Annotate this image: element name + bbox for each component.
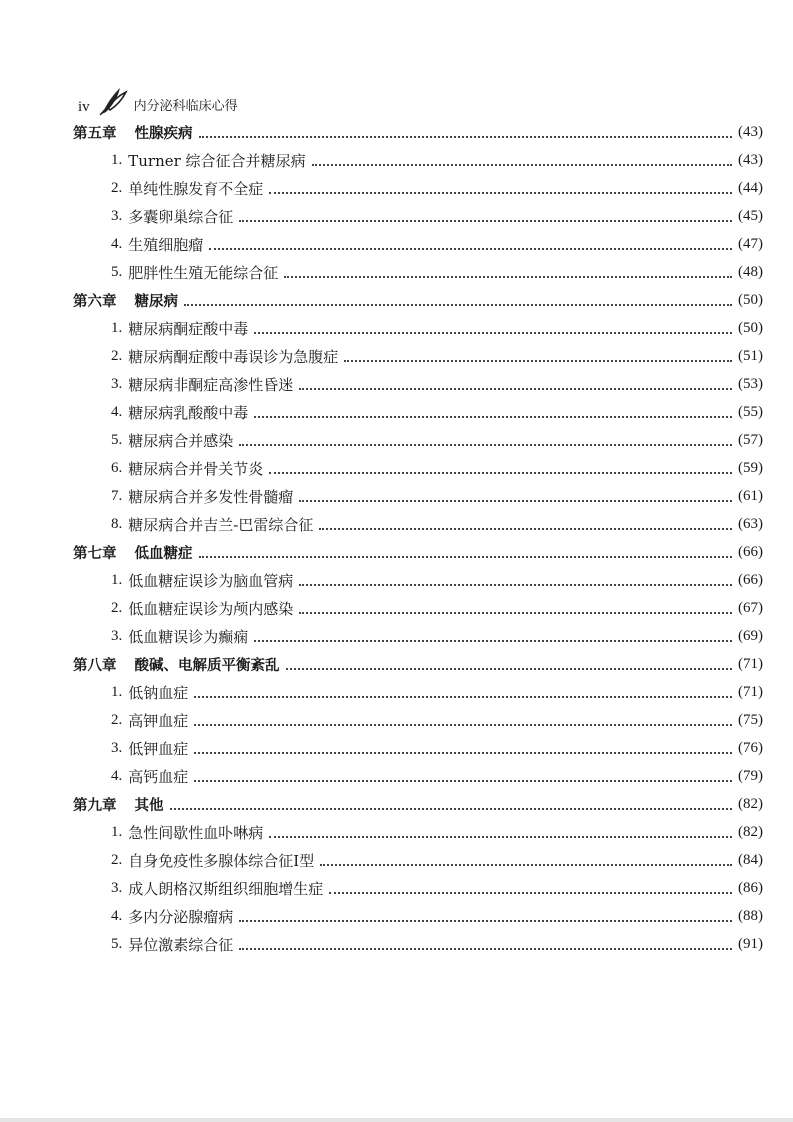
page-ref: (67) [738, 599, 763, 616]
toc-item-row [73, 622, 763, 650]
toc-chapter-row [73, 790, 763, 818]
chapter-title: 糖尿病 [134, 293, 178, 310]
page-ref: (91) [738, 935, 763, 952]
toc-item-row [73, 678, 763, 706]
page-ref: (82) [738, 795, 763, 812]
dot-leader [320, 863, 732, 866]
item-number: 2. [111, 347, 123, 364]
toc-item-row [73, 426, 763, 454]
item-number: 4. [111, 767, 123, 784]
toc-chapter-row [73, 538, 763, 566]
dot-leader [269, 191, 732, 194]
item-title: 肥胖性生殖无能综合征 [128, 263, 279, 282]
item-title: 低血糖误诊为癫痫 [128, 627, 249, 646]
toc-item-row [73, 482, 763, 510]
item-title: 异位激素综合征 [128, 935, 234, 954]
chapter-title: 其他 [134, 797, 164, 814]
item-number: 5. [111, 935, 123, 952]
item-number: 3. [111, 375, 123, 392]
item-title: 多内分泌腺瘤病 [128, 907, 234, 926]
page-ref: (86) [738, 879, 763, 896]
item-title: 生殖细胞瘤 [128, 235, 204, 254]
page-number: iv [78, 99, 90, 115]
dot-leader [170, 807, 733, 810]
toc-item-row [73, 174, 763, 202]
page-ref: (61) [738, 487, 763, 504]
toc-item-row [73, 398, 763, 426]
dot-leader [312, 163, 732, 166]
dot-leader [299, 387, 732, 390]
page-header [78, 86, 238, 116]
dot-leader [344, 359, 732, 362]
dot-leader [209, 247, 732, 250]
toc-item-row [73, 230, 763, 258]
toc-item-row [73, 566, 763, 594]
dot-leader [284, 275, 732, 278]
page-ref: (84) [738, 851, 763, 868]
page-ref: (88) [738, 907, 763, 924]
dot-leader [239, 219, 732, 222]
item-title: 糖尿病合并感染 [128, 431, 234, 450]
dot-leader [194, 723, 732, 726]
page-ref: (69) [738, 627, 763, 644]
toc-item-row [73, 370, 763, 398]
item-number: 2. [111, 599, 123, 616]
page-ref: (43) [738, 123, 763, 140]
page-ref: (47) [738, 235, 763, 252]
item-number: 1. [111, 823, 123, 840]
item-number: 8. [111, 515, 123, 532]
toc-item-row [73, 902, 763, 930]
dot-leader [239, 947, 732, 950]
item-title: 低血糖症误诊为颅内感染 [128, 599, 294, 618]
chapter-number: 第五章 [73, 125, 117, 142]
page-ref: (75) [738, 711, 763, 728]
page-ref: (48) [738, 263, 763, 280]
dot-leader [199, 135, 733, 138]
dot-leader [239, 919, 732, 922]
chapter-title: 性腺疾病 [134, 125, 193, 142]
chapter-number: 第八章 [73, 657, 117, 674]
dot-leader [194, 779, 732, 782]
page-ref: (76) [738, 739, 763, 756]
item-number: 4. [111, 907, 123, 924]
item-title: 糖尿病合并骨关节炎 [128, 459, 264, 478]
page-ref: (79) [738, 767, 763, 784]
item-number: 5. [111, 431, 123, 448]
item-title: 单纯性腺发育不全症 [128, 179, 264, 198]
page-ref: (44) [738, 179, 763, 196]
item-title: 自身免疫性多腺体综合征Ⅰ型 [128, 851, 315, 870]
toc-item-row [73, 846, 763, 874]
chapter-title: 低血糖症 [134, 545, 193, 562]
dot-leader [329, 891, 732, 894]
item-title: 低钠血症 [128, 683, 189, 702]
item-number: 3. [111, 739, 123, 756]
page-ref: (50) [738, 319, 763, 336]
dot-leader [286, 667, 733, 670]
toc-item-row [73, 930, 763, 958]
page-ref: (59) [738, 459, 763, 476]
quill-logo-icon [96, 84, 130, 116]
item-number: 7. [111, 487, 123, 504]
item-title: 糖尿病合并多发性骨髓瘤 [128, 487, 294, 506]
dot-leader [254, 639, 732, 642]
item-number: 4. [111, 235, 123, 252]
toc-item-row [73, 314, 763, 342]
page-ref: (82) [738, 823, 763, 840]
item-title: 高钙血症 [128, 767, 189, 786]
chapter-number: 第七章 [73, 545, 117, 562]
dot-leader [299, 583, 732, 586]
dot-leader [239, 443, 732, 446]
item-title: 高钾血症 [128, 711, 189, 730]
page-ref: (55) [738, 403, 763, 420]
page-ref: (50) [738, 291, 763, 308]
page-ref: (43) [738, 151, 763, 168]
toc-chapter-row [73, 286, 763, 314]
item-number: 3. [111, 627, 123, 644]
toc-item-row [73, 342, 763, 370]
toc-item-row [73, 146, 763, 174]
toc-chapter-row [73, 650, 763, 678]
chapter-number: 第六章 [73, 293, 117, 310]
dot-leader [194, 751, 732, 754]
item-number: 4. [111, 403, 123, 420]
toc-item-row [73, 258, 763, 286]
page-ref: (57) [738, 431, 763, 448]
item-number: 1. [111, 683, 123, 700]
page-ref: (53) [738, 375, 763, 392]
toc-item-row [73, 734, 763, 762]
page-ref: (71) [738, 683, 763, 700]
chapter-title: 酸碱、电解质平衡紊乱 [134, 657, 280, 674]
item-title: 糖尿病酮症酸中毒误诊为急腹症 [128, 347, 339, 366]
dot-leader [269, 471, 732, 474]
dot-leader [254, 415, 732, 418]
item-number: 3. [111, 207, 123, 224]
item-number: 2. [111, 851, 123, 868]
toc-item-row [73, 594, 763, 622]
item-title: Turner 综合征合并糖尿病 [128, 151, 306, 170]
dot-leader [194, 695, 732, 698]
item-number: 2. [111, 711, 123, 728]
table-of-contents [73, 118, 763, 958]
item-title: 低钾血症 [128, 739, 189, 758]
dot-leader [319, 527, 732, 530]
item-number: 1. [111, 151, 123, 168]
toc-item-row [73, 454, 763, 482]
item-title: 糖尿病酮症酸中毒 [128, 319, 249, 338]
toc-item-row [73, 762, 763, 790]
page-ref: (71) [738, 655, 763, 672]
toc-item-row [73, 202, 763, 230]
item-number: 5. [111, 263, 123, 280]
book-title: 内分泌科临床心得 [133, 99, 238, 114]
item-number: 3. [111, 879, 123, 896]
item-number: 1. [111, 571, 123, 588]
page-ref: (51) [738, 347, 763, 364]
item-number: 6. [111, 459, 123, 476]
toc-item-row [73, 706, 763, 734]
item-title: 急性间歇性血卟啉病 [128, 823, 264, 842]
item-title: 成人朗格汉斯组织细胞增生症 [128, 879, 324, 898]
item-title: 糖尿病非酮症高渗性昏迷 [128, 375, 294, 394]
item-number: 2. [111, 179, 123, 196]
dot-leader [299, 611, 732, 614]
dot-leader [299, 499, 732, 502]
page-ref: (66) [738, 571, 763, 588]
item-title: 低血糖症误诊为脑血管病 [128, 571, 294, 590]
chapter-number: 第九章 [73, 797, 117, 814]
dot-leader [254, 331, 732, 334]
bottom-edge [0, 1118, 793, 1122]
toc-item-row [73, 818, 763, 846]
dot-leader [199, 555, 733, 558]
item-title: 糖尿病乳酸酸中毒 [128, 403, 249, 422]
dot-leader [269, 835, 732, 838]
item-title: 糖尿病合并吉兰-巴雷综合征 [128, 515, 314, 534]
toc-item-row [73, 874, 763, 902]
item-title: 多囊卵巢综合征 [128, 207, 234, 226]
toc-chapter-row [73, 118, 763, 146]
page-ref: (66) [738, 543, 763, 560]
page-ref: (63) [738, 515, 763, 532]
page-ref: (45) [738, 207, 763, 224]
dot-leader [184, 303, 732, 306]
toc-item-row [73, 510, 763, 538]
item-number: 1. [111, 319, 123, 336]
